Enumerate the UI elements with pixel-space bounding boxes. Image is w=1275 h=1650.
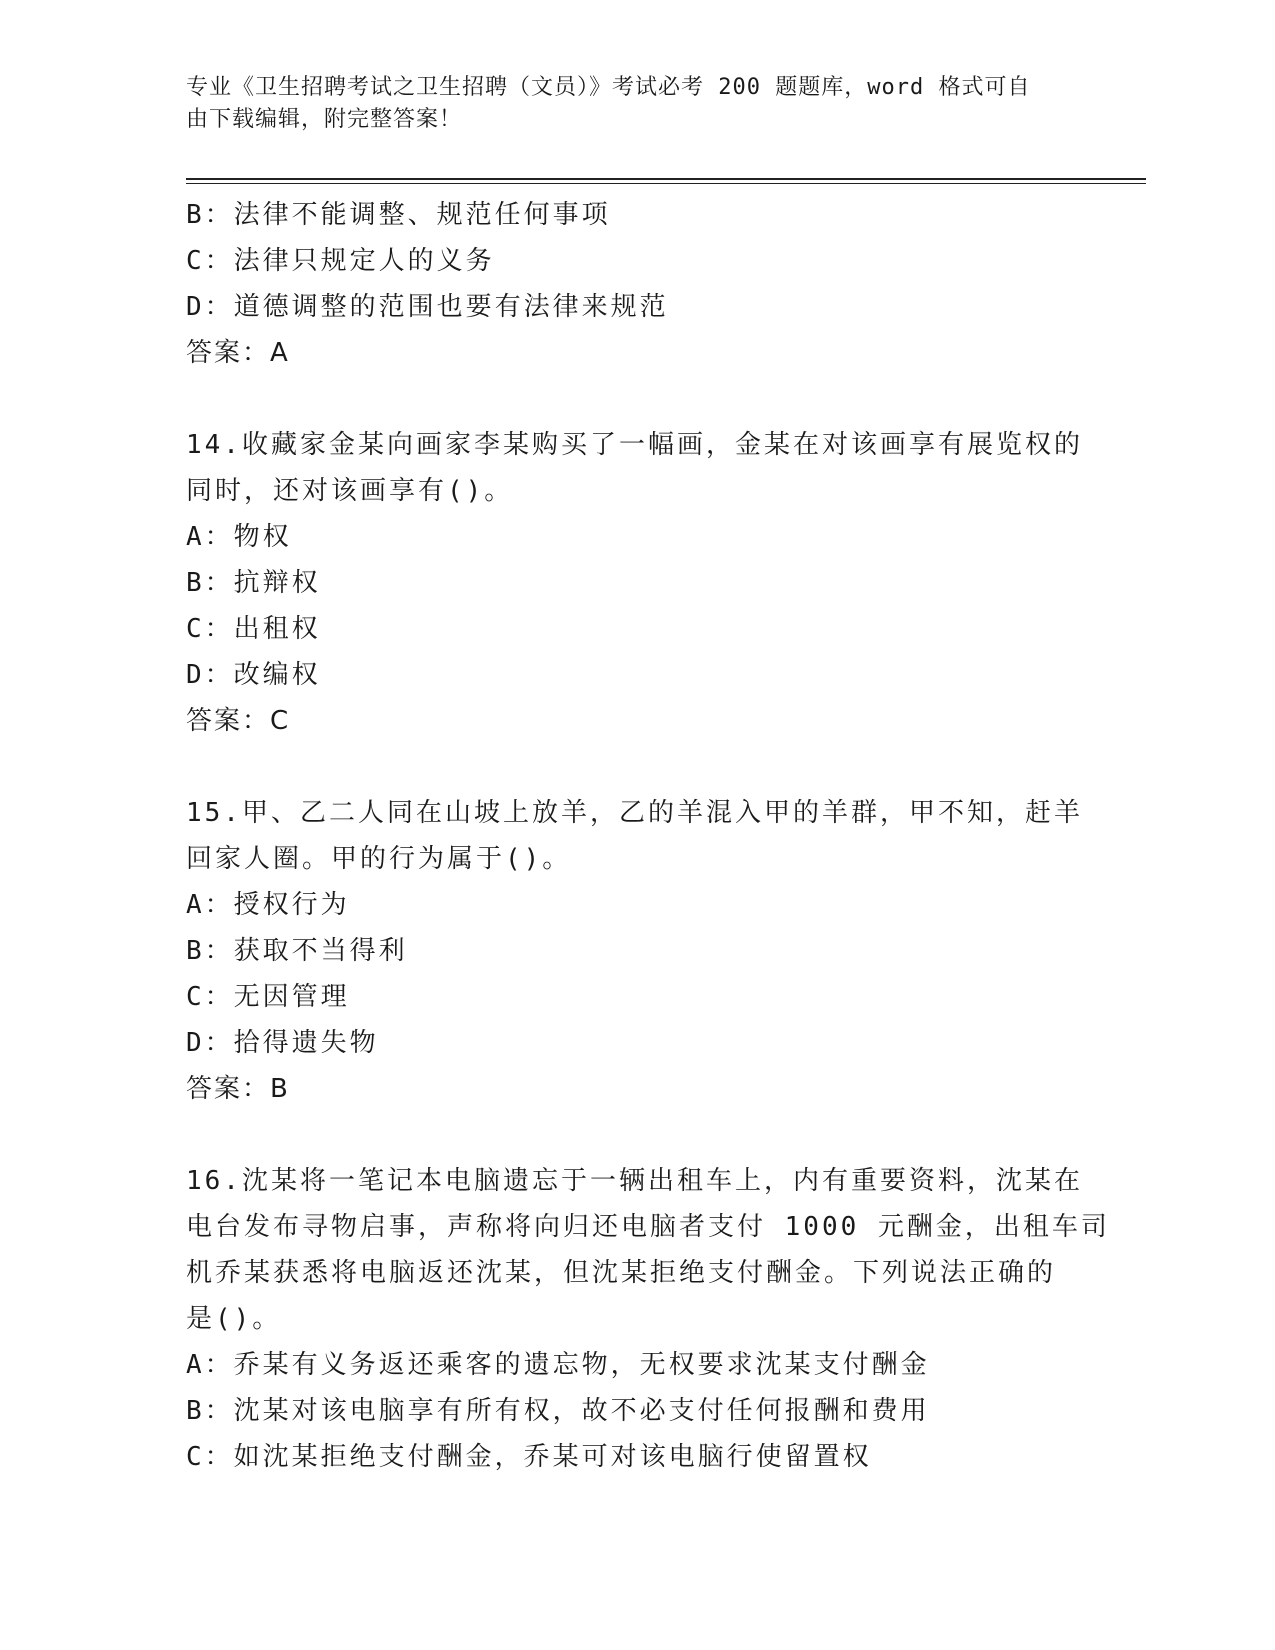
question-stem-line: 是()。 [186, 1304, 282, 1334]
option-d: D：道德调整的范围也要有法律来规范 [186, 292, 669, 322]
option-a: A：授权行为 [186, 890, 350, 920]
question-stem-line: 机乔某获悉将电脑返还沈某，但沈某拒绝支付酬金。下列说法正确的 [186, 1258, 1057, 1288]
question-13 [186, 192, 1066, 376]
option-b: B：法律不能调整、规范任何事项 [186, 200, 611, 230]
answer: 答案：A [186, 338, 290, 368]
option-b: B：抗辩权 [186, 568, 321, 598]
option-c: C：如沈某拒绝支付酬金，乔某可对该电脑行使留置权 [186, 1442, 872, 1472]
question-14 [186, 422, 1083, 744]
answer: 答案：B [186, 1074, 290, 1104]
spacer [186, 744, 1066, 790]
option-d: D：拾得遗失物 [186, 1028, 379, 1058]
option-a: A：物权 [186, 522, 292, 552]
header-line-2: 由下载编辑，附完整答案！ [186, 107, 463, 132]
spacer [186, 1112, 1066, 1158]
question-stem-line: 14.收藏家金某向画家李某购买了一幅画，金某在对该画享有展览权的 [186, 430, 1083, 460]
option-c: C：无因管理 [186, 982, 350, 1012]
option-c: C：法律只规定人的义务 [186, 246, 495, 276]
header-rule-thick [186, 178, 1146, 180]
header-line-1: 专业《卫生招聘考试之卫生招聘（文员）》考试必考 200 题题库，word 格式可自 [186, 75, 1031, 100]
option-c: C：出租权 [186, 614, 321, 644]
question-16 [186, 1158, 1110, 1480]
header-rule-thin [186, 183, 1146, 184]
answer: 答案：C [186, 706, 291, 736]
question-list [186, 192, 1110, 1480]
option-a: A：乔某有义务返还乘客的遗忘物，无权要求沈某支付酬金 [186, 1350, 930, 1380]
spacer [186, 376, 1066, 422]
option-b: B：沈某对该电脑享有所有权，故不必支付任何报酬和费用 [186, 1396, 930, 1426]
document-header [186, 72, 1066, 136]
question-15 [186, 790, 1083, 1112]
option-d: D：改编权 [186, 660, 321, 690]
question-stem-line: 回家人圈。甲的行为属于()。 [186, 844, 572, 874]
question-stem-line: 15.甲、乙二人同在山坡上放羊，乙的羊混入甲的羊群，甲不知，赶羊 [186, 798, 1083, 828]
question-stem-line: 同时，还对该画享有()。 [186, 476, 514, 506]
question-stem-line: 16.沈某将一笔记本电脑遗忘于一辆出租车上，内有重要资料，沈某在 [186, 1166, 1083, 1196]
question-stem-line: 电台发布寻物启事，声称将向归还电脑者支付 1000 元酬金，出租车司 [186, 1212, 1110, 1242]
option-b: B：获取不当得利 [186, 936, 408, 966]
